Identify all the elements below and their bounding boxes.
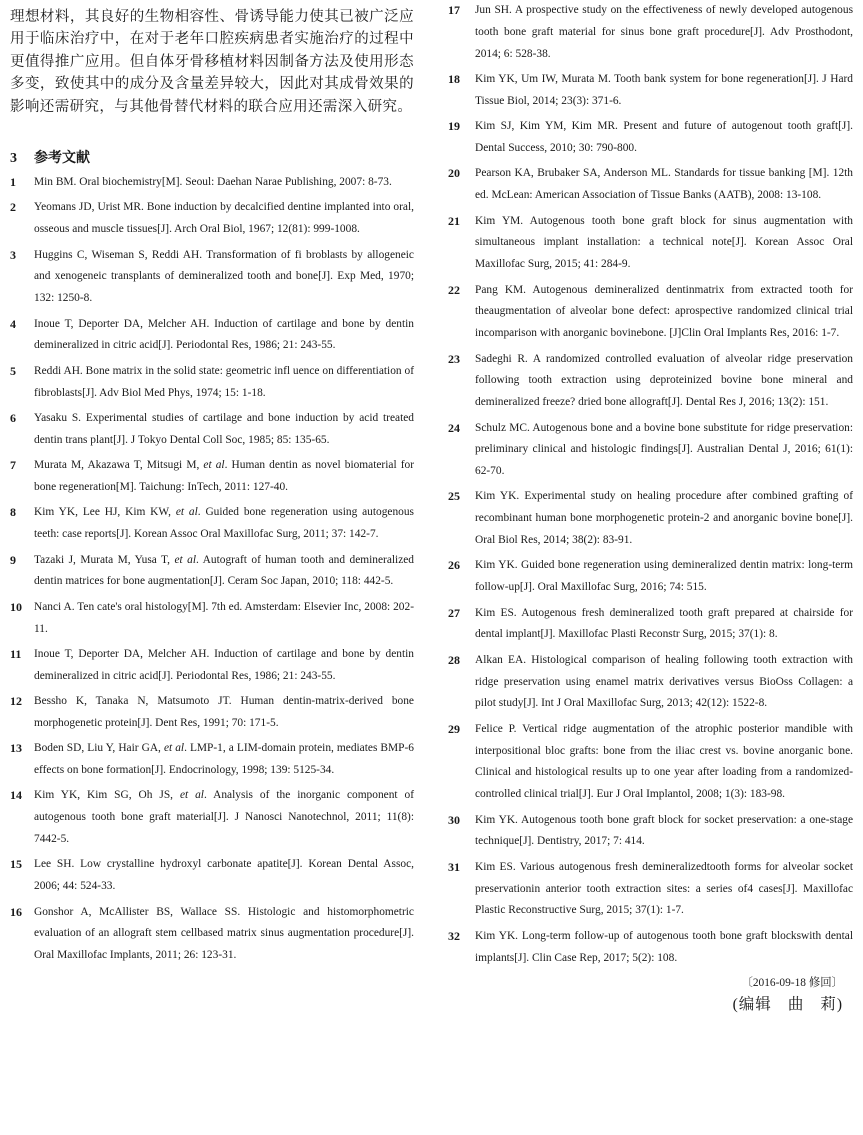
- reference-number: 15: [10, 857, 22, 872]
- reference-item: [10, 785, 414, 850]
- reference-number: 30: [448, 812, 460, 827]
- intro-paragraph: 理想材料，其良好的生物相容性、骨诱导能力使其已被广泛应用于临床治疗中，在对于老年口腔疾病患者实施治疗的过程中更值得推广应用。但自体牙骨移植材料因制备方法及使用形态多变，致使其中的成分及含量差异较大，因此对其成骨效果的影响还需研究，与其他骨替代材料的联合应用还需深入研究。: [10, 9, 414, 115]
- reference-number: 7: [10, 458, 16, 473]
- reference-text: Felice P. Vertical ridge augmentation of the atrophic posterior mandible with interpositional bloc grafts: bone from the iliac crest vs. bovine anorganic bone. Clinical and histological results up to one year after loading from a randomized-controlled clinical trial[J]. Eur J Oral Implantol, 2008; 1(3): 183-98.: [475, 722, 853, 801]
- reference-number: 26: [448, 558, 460, 573]
- et-al-italic: et al: [174, 553, 196, 566]
- reference-item: [10, 550, 414, 594]
- reference-text: Pang KM. Autogenous demineralized dentinmatrix from extracted tooth for theaugmentation of alveolar bone defect: aprospective randomized clinical trial incomparison with anorganic bovinebone. [J]Clin Oral Implants Res, 2016: 1-7.: [475, 283, 853, 340]
- left-column: [10, 0, 414, 971]
- reference-text: . Guided bone regeneration using autogenous teeth: case reports[J]. Korean Assoc Oral Maxillofac Surg, 2011; 37: 142-7.: [34, 506, 414, 541]
- reference-item: [10, 597, 414, 641]
- reference-text: Bessho K, Tanaka N, Matsumoto JT. Human dentin-matrix-derived bone morphogenetic protein[J]. Dent Res, 1991; 70: 171-5.: [34, 695, 414, 729]
- reference-item: [10, 455, 414, 499]
- reference-item: [10, 361, 414, 405]
- reference-text: Yasaku S. Experimental studies of cartilage and bone induction by acid treated dentin trans plant[J]. J Tokyo Dental Coll Soc, 1985; 85: 135-65.: [34, 411, 414, 446]
- reference-text: . Autograft of human tooth and demineralized dentin matrices for bone augmentation[J]. Ceram Soc Japan, 2010; 118: 442-5.: [34, 553, 415, 588]
- reference-number: 23: [448, 351, 460, 366]
- reference-number: 32: [448, 928, 460, 943]
- reference-text: Kim YK, Lee HJ, Kim KW,: [34, 506, 176, 519]
- reference-number: 8: [10, 505, 16, 520]
- reference-text: Reddi AH. Bone matrix in the solid state: geometric infl uence on differentiation of fibroblasts[J]. Adv Biol Med Phys, 1974; 15: 1-18.: [34, 364, 414, 399]
- reference-item: [448, 650, 853, 715]
- reference-text: Pearson KA, Brubaker SA, Anderson ML. Standards for tissue banking [M]. 12th ed. McLean: American Association of Tissue Banks (AATB), 2008: 13-108.: [475, 167, 853, 202]
- reference-item: [448, 603, 853, 647]
- reference-text: Kim YK. Autogenous tooth bone graft block for socket preservation: a one-stage technique[J]. Dentistry, 2017; 7: 414.: [475, 813, 853, 848]
- reference-number: 3: [10, 247, 16, 262]
- reference-text: Gonshor A, McAllister BS, Wallace SS. Histologic and histomorphometric evaluation of an allograft stem cellbased matrix sinus augmentation procedure[J]. Oral Maxillofac Implants, 2011; 26: 123-31.: [34, 905, 414, 962]
- reference-item: [448, 926, 853, 970]
- reference-item: [10, 408, 414, 452]
- reference-item: [10, 854, 414, 898]
- reference-text: Yeomans JD, Urist MR. Bone induction by decalcified dentine implanted into oral, osseous and muscle tissues[J]. Arch Oral Biol, 1967; 12(81): 999-1008.: [34, 201, 414, 236]
- reference-item: [10, 738, 414, 782]
- reference-item: [448, 280, 853, 345]
- et-al-italic: et al: [163, 742, 185, 755]
- reference-text: Sadeghi R. A randomized controlled evaluation of alveolar ridge preservation following tooth extraction using deproteinized bovine bone mineral and demineralized freeze? dried bone allograft[J]. Dental Res J, 2016; 13(2): 151.: [475, 352, 853, 409]
- section-title: 参考文献: [34, 151, 90, 167]
- reference-item: [448, 0, 853, 65]
- section-number: 3: [10, 151, 17, 167]
- reference-number: 27: [448, 605, 460, 620]
- reference-text: Alkan EA. Histological comparison of healing following tooth extraction with ridge preservation using enamel matrix derivatives versus BioOss Collagen: a pilot study[J]. Int J Oral Maxillofac Surg, 2013; 42(12): 1522-8.: [475, 653, 853, 710]
- reference-text: Kim SJ, Kim YM, Kim MR. Present and future of autogenout tooth graft[J]. Dental Success, 2010; 30: 790-800.: [475, 120, 853, 154]
- reference-text: Kim YK. Experimental study on healing procedure after combined grafting of recombinant human bone morphogenetic protein-2 and anorganic bovine bone[J]. Oral Biol Res, 2014; 38(2): 83-91.: [475, 490, 853, 547]
- reference-item: [448, 719, 853, 806]
- reference-item: [10, 245, 414, 310]
- reference-text: . Analysis of the inorganic component of autogenous tooth bone graft material[J]. J Nanosci Nanotechnol, 2011; 11(8): 7442-5.: [34, 789, 414, 846]
- et-al-italic: et al: [179, 789, 204, 802]
- reference-text: Kim YM. Autogenous tooth bone graft block for sinus augmentation with simultaneous implant installation: a technical note[J]. Korean Assoc Oral Maxillofac Surg, 2015; 41: 284-9.: [475, 214, 853, 271]
- reference-number: 12: [10, 694, 22, 709]
- reference-text: Boden SD, Liu Y, Hair GA,: [34, 742, 164, 755]
- reference-text: Jun SH. A prospective study on the effectiveness of newly developed autogenous tooth bone graft material for sinus bone graft procedure[J]. Adv Prosthodont, 2014; 6: 528-38.: [475, 4, 853, 60]
- et-al-italic: et al: [203, 459, 225, 472]
- editor-label: (编辑: [732, 996, 772, 1014]
- editor-name-part2: 莉): [820, 996, 843, 1014]
- reference-item: [448, 857, 853, 922]
- reference-number: 19: [448, 119, 460, 134]
- reference-number: 14: [10, 788, 22, 803]
- reference-number: 2: [10, 200, 16, 215]
- reference-text: Kim YK. Long-term follow-up of autogenous tooth bone graft blockswith dental implants[J]. Clin Case Rep, 2017; 5(2): 108.: [475, 929, 853, 964]
- reference-number: 16: [10, 904, 22, 919]
- reference-text: Inoue T, Deporter DA, Melcher AH. Induction of cartilage and bone by dentin demineralized in citric acid[J]. Periodontal Res, 1986; 21: 243-55.: [34, 647, 414, 682]
- reference-number: 31: [448, 859, 460, 874]
- reference-item: [10, 502, 414, 546]
- reference-item: [10, 172, 414, 194]
- revision-date: 〔2016-09-18 修回〕: [741, 977, 843, 990]
- reference-item: [448, 555, 853, 599]
- reference-number: 21: [448, 213, 460, 228]
- reference-number: 28: [448, 652, 460, 667]
- reference-item: [448, 486, 853, 551]
- reference-number: 20: [448, 166, 460, 181]
- et-al-italic: et al: [175, 506, 198, 519]
- reference-text: Huggins C, Wiseman S, Reddi AH. Transformation of fi broblasts by allogeneic and xenogeneic transplants of demineralized tooth and bone[J]. Exp Med, 1970; 132: 1250-8.: [34, 248, 414, 305]
- reference-text: . LMP-1, a LIM-domain protein, mediates BMP-6 effects on bone formation[J]. Endocrinology, 1998; 139: 5125-34.: [34, 742, 414, 777]
- reference-number: 4: [10, 316, 16, 331]
- reference-item: [10, 314, 414, 358]
- reference-number: 11: [10, 646, 22, 661]
- reference-item: [448, 211, 853, 276]
- reference-number: 29: [448, 721, 460, 736]
- article-footer: [448, 973, 853, 1017]
- reference-number: 24: [448, 420, 460, 435]
- reference-number: 25: [448, 489, 460, 504]
- reference-number: 13: [10, 741, 22, 756]
- reference-number: 22: [448, 282, 460, 297]
- reference-number: 5: [10, 363, 16, 378]
- editor-credit: [448, 993, 843, 1017]
- reference-number: 18: [448, 71, 460, 86]
- references-heading: [10, 150, 414, 168]
- reference-text: Kim ES. Autogenous fresh demineralized tooth graft prepared at chairside for dental implant[J]. Maxillofac Plasti Reconstr Surg, 2015; 37(1): 8.: [475, 606, 853, 641]
- right-column: [448, 0, 853, 1017]
- reference-item: [10, 197, 414, 241]
- reference-item: [448, 69, 853, 113]
- reference-number: 1: [10, 175, 16, 190]
- reference-text: . Human dentin as novel biomaterial for bone regeneration[M]. Taichung: InTech, 2011: 127-40.: [34, 459, 414, 493]
- reference-item: [448, 349, 853, 414]
- reference-item: [10, 902, 414, 967]
- reference-number: 10: [10, 599, 22, 614]
- reference-text: Schulz MC. Autogenous bone and a bovine bone substitute for ridge preservation: preliminary clinical and histologic findings[J]. Australian Dental J, 2016; 61(1): 62-70.: [475, 421, 853, 478]
- reference-text: Lee SH. Low crystalline hydroxyl carbonate apatite[J]. Korean Dental Assoc, 2006; 44: 524-33.: [34, 858, 414, 893]
- reference-item: [10, 691, 414, 735]
- reference-number: 9: [10, 552, 16, 567]
- reference-text: Min BM. Oral biochemistry[M]. Seoul: Daehan Narae Publishing, 2007: 8-73.: [34, 176, 392, 189]
- reference-text: Kim YK. Guided bone regeneration using demineralized dentin matrix: long-term follow-up[J]. Oral Maxillofac Surg, 2016; 74: 515.: [475, 559, 853, 594]
- editor-name-part1: 曲: [787, 996, 805, 1014]
- reference-item: [10, 644, 414, 688]
- reference-number: 6: [10, 410, 16, 425]
- reference-list-right: [448, 0, 853, 969]
- reference-text: Murata M, Akazawa T, Mitsugi M,: [34, 459, 204, 472]
- reference-list-left: [10, 172, 414, 967]
- reference-number: 17: [448, 3, 460, 17]
- reference-text: Kim ES. Various autogenous fresh demineralizedtooth forms for alveolar socket preservationin anterior tooth extraction sites: a series of4 cases[J]. Maxillofac Plastic Reconstructive Surg, 2015; 37(1): 1-7.: [475, 860, 853, 917]
- reference-text: Kim YK, Kim SG, Oh JS,: [34, 789, 180, 802]
- reference-item: [448, 810, 853, 854]
- reference-text: Kim YK, Um IW, Murata M. Tooth bank system for bone regeneration[J]. J Hard Tissue Biol, 2014; 23(3): 371-6.: [475, 72, 853, 107]
- reference-text: Tazaki J, Murata M, Yusa T,: [34, 553, 175, 566]
- reference-text: Nanci A. Ten cate's oral histology[M]. 7th ed. Amsterdam: Elsevier Inc, 2008: 202-11.: [34, 600, 414, 635]
- reference-text: Inoue T, Deporter DA, Melcher AH. Induction of cartilage and bone by dentin demineralized in citric acid[J]. Periodontal Res, 1986; 21: 243-55.: [34, 317, 414, 352]
- reference-item: [448, 163, 853, 207]
- reference-item: [448, 116, 853, 160]
- reference-item: [448, 418, 853, 483]
